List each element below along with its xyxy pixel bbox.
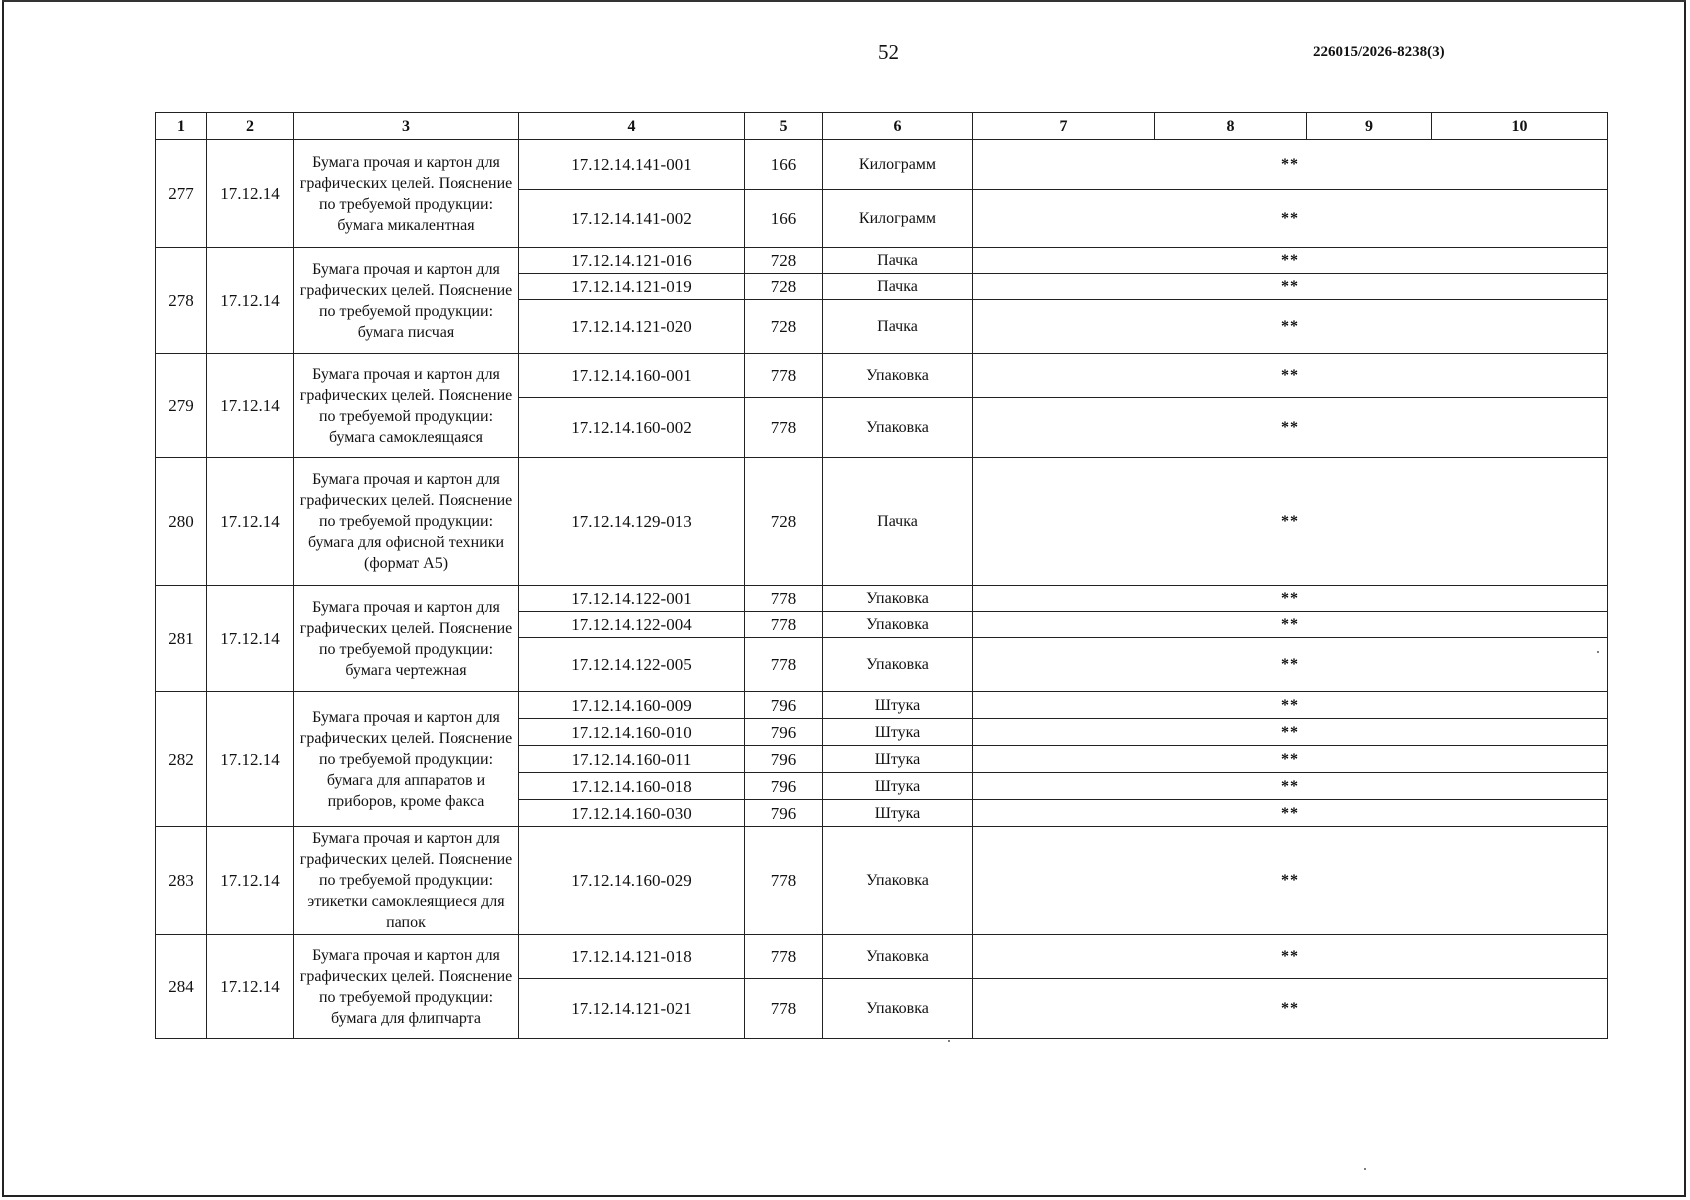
scan-speck bbox=[1597, 651, 1599, 653]
okei-code: 796 bbox=[745, 746, 823, 773]
unit-name: Упаковка bbox=[823, 827, 973, 935]
unit-name: Упаковка bbox=[823, 979, 973, 1039]
table-row bbox=[156, 354, 1608, 398]
row-number: 278 bbox=[156, 248, 207, 354]
okpd-code: 17.12.14 bbox=[207, 935, 294, 1039]
ktru-code: 17.12.14.160-010 bbox=[519, 719, 745, 746]
okei-code: 796 bbox=[745, 773, 823, 800]
unit-name: Килограмм bbox=[823, 140, 973, 190]
unit-name: Упаковка bbox=[823, 638, 973, 692]
okei-code: 166 bbox=[745, 140, 823, 190]
product-description: Бумага прочая и картон для графических целей. Пояснение по требуемой продукции: бумага для флипчарта bbox=[294, 935, 519, 1039]
ktru-code: 17.12.14.160-009 bbox=[519, 692, 745, 719]
requirements-mark: ** bbox=[973, 719, 1608, 746]
okei-code: 796 bbox=[745, 719, 823, 746]
unit-name: Штука bbox=[823, 719, 973, 746]
table-row bbox=[156, 140, 1608, 190]
requirements-mark: ** bbox=[973, 746, 1608, 773]
product-description: Бумага прочая и картон для графических целей. Пояснение по требуемой продукции: бумага самоклеящаяся bbox=[294, 354, 519, 458]
requirements-mark: ** bbox=[973, 354, 1608, 398]
requirements-mark: ** bbox=[973, 800, 1608, 827]
ktru-code: 17.12.14.121-021 bbox=[519, 979, 745, 1039]
ktru-code: 17.12.14.160-030 bbox=[519, 800, 745, 827]
okpd-code: 17.12.14 bbox=[207, 354, 294, 458]
row-number: 280 bbox=[156, 458, 207, 586]
row-number: 279 bbox=[156, 354, 207, 458]
registry-table bbox=[155, 112, 1608, 1039]
column-header: 3 bbox=[294, 113, 519, 140]
column-header: 2 bbox=[207, 113, 294, 140]
requirements-mark: ** bbox=[973, 827, 1608, 935]
ktru-code: 17.12.14.160-018 bbox=[519, 773, 745, 800]
column-header: 6 bbox=[823, 113, 973, 140]
requirements-mark: ** bbox=[973, 692, 1608, 719]
table-row bbox=[156, 248, 1608, 274]
okei-code: 796 bbox=[745, 800, 823, 827]
unit-name: Упаковка bbox=[823, 586, 973, 612]
requirements-mark: ** bbox=[973, 979, 1608, 1039]
row-number: 281 bbox=[156, 586, 207, 692]
table-header-row bbox=[156, 113, 1608, 140]
unit-name: Штука bbox=[823, 692, 973, 719]
requirements-mark: ** bbox=[973, 274, 1608, 300]
okei-code: 778 bbox=[745, 827, 823, 935]
table-row bbox=[156, 692, 1608, 719]
requirements-mark: ** bbox=[973, 398, 1608, 458]
requirements-mark: ** bbox=[973, 586, 1608, 612]
requirements-mark: ** bbox=[973, 612, 1608, 638]
okei-code: 778 bbox=[745, 979, 823, 1039]
okei-code: 728 bbox=[745, 458, 823, 586]
okei-code: 728 bbox=[745, 300, 823, 354]
unit-name: Килограмм bbox=[823, 190, 973, 248]
requirements-mark: ** bbox=[973, 458, 1608, 586]
ktru-code: 17.12.14.121-020 bbox=[519, 300, 745, 354]
okpd-code: 17.12.14 bbox=[207, 458, 294, 586]
row-number: 284 bbox=[156, 935, 207, 1039]
requirements-mark: ** bbox=[973, 935, 1608, 979]
product-description: Бумага прочая и картон для графических целей. Пояснение по требуемой продукции: бумага для аппаратов и приборов, кроме факса bbox=[294, 692, 519, 827]
requirements-mark: ** bbox=[973, 300, 1608, 354]
row-number: 277 bbox=[156, 140, 207, 248]
okei-code: 778 bbox=[745, 638, 823, 692]
okei-code: 778 bbox=[745, 398, 823, 458]
product-description: Бумага прочая и картон для графических целей. Пояснение по требуемой продукции: бумага для офисной техники (формат А5) bbox=[294, 458, 519, 586]
unit-name: Пачка bbox=[823, 458, 973, 586]
product-description: Бумага прочая и картон для графических целей. Пояснение по требуемой продукции: бумага чертежная bbox=[294, 586, 519, 692]
product-description: Бумага прочая и картон для графических целей. Пояснение по требуемой продукции: бумага микалентная bbox=[294, 140, 519, 248]
ktru-code: 17.12.14.160-001 bbox=[519, 354, 745, 398]
column-header: 10 bbox=[1432, 113, 1608, 140]
product-description: Бумага прочая и картон для графических целей. Пояснение по требуемой продукции: этикетки самоклеящиеся для папок bbox=[294, 827, 519, 935]
column-header: 8 bbox=[1155, 113, 1307, 140]
ktru-code: 17.12.14.129-013 bbox=[519, 458, 745, 586]
okpd-code: 17.12.14 bbox=[207, 692, 294, 827]
requirements-mark: ** bbox=[973, 773, 1608, 800]
table-body bbox=[156, 140, 1608, 1039]
row-number: 282 bbox=[156, 692, 207, 827]
table-row bbox=[156, 458, 1608, 586]
unit-name: Упаковка bbox=[823, 398, 973, 458]
ktru-code: 17.12.14.160-029 bbox=[519, 827, 745, 935]
okei-code: 778 bbox=[745, 612, 823, 638]
table-row bbox=[156, 586, 1608, 612]
okpd-code: 17.12.14 bbox=[207, 140, 294, 248]
okei-code: 166 bbox=[745, 190, 823, 248]
unit-name: Пачка bbox=[823, 248, 973, 274]
unit-name: Штука bbox=[823, 746, 973, 773]
ktru-code: 17.12.14.160-002 bbox=[519, 398, 745, 458]
requirements-mark: ** bbox=[973, 190, 1608, 248]
page-number: 52 bbox=[878, 40, 899, 64]
ktru-code: 17.12.14.121-018 bbox=[519, 935, 745, 979]
unit-name: Штука bbox=[823, 773, 973, 800]
ktru-code: 17.12.14.141-001 bbox=[519, 140, 745, 190]
column-header: 1 bbox=[156, 113, 207, 140]
ktru-code: 17.12.14.122-005 bbox=[519, 638, 745, 692]
unit-name: Упаковка bbox=[823, 612, 973, 638]
okpd-code: 17.12.14 bbox=[207, 827, 294, 935]
requirements-mark: ** bbox=[973, 638, 1608, 692]
okpd-code: 17.12.14 bbox=[207, 586, 294, 692]
table-row bbox=[156, 827, 1608, 935]
ktru-code: 17.12.14.122-004 bbox=[519, 612, 745, 638]
unit-name: Упаковка bbox=[823, 354, 973, 398]
document-id: 226015/2026-8238(3) bbox=[1313, 44, 1445, 60]
requirements-mark: ** bbox=[973, 140, 1608, 190]
ktru-code: 17.12.14.122-001 bbox=[519, 586, 745, 612]
ktru-code: 17.12.14.121-019 bbox=[519, 274, 745, 300]
column-header: 9 bbox=[1307, 113, 1432, 140]
okei-code: 796 bbox=[745, 692, 823, 719]
unit-name: Упаковка bbox=[823, 935, 973, 979]
product-description: Бумага прочая и картон для графических целей. Пояснение по требуемой продукции: бумага писчая bbox=[294, 248, 519, 354]
okei-code: 728 bbox=[745, 248, 823, 274]
scan-speck bbox=[1364, 1168, 1366, 1170]
unit-name: Штука bbox=[823, 800, 973, 827]
okei-code: 778 bbox=[745, 935, 823, 979]
okei-code: 728 bbox=[745, 274, 823, 300]
requirements-mark: ** bbox=[973, 248, 1608, 274]
ktru-code: 17.12.14.121-016 bbox=[519, 248, 745, 274]
column-header: 4 bbox=[519, 113, 745, 140]
unit-name: Пачка bbox=[823, 274, 973, 300]
okei-code: 778 bbox=[745, 586, 823, 612]
okei-code: 778 bbox=[745, 354, 823, 398]
unit-name: Пачка bbox=[823, 300, 973, 354]
row-number: 283 bbox=[156, 827, 207, 935]
top-scan-line bbox=[2, 0, 1686, 2]
column-header: 5 bbox=[745, 113, 823, 140]
okpd-code: 17.12.14 bbox=[207, 248, 294, 354]
table-row bbox=[156, 935, 1608, 979]
column-header: 7 bbox=[973, 113, 1155, 140]
ktru-code: 17.12.14.141-002 bbox=[519, 190, 745, 248]
scan-speck bbox=[948, 1040, 950, 1042]
ktru-code: 17.12.14.160-011 bbox=[519, 746, 745, 773]
